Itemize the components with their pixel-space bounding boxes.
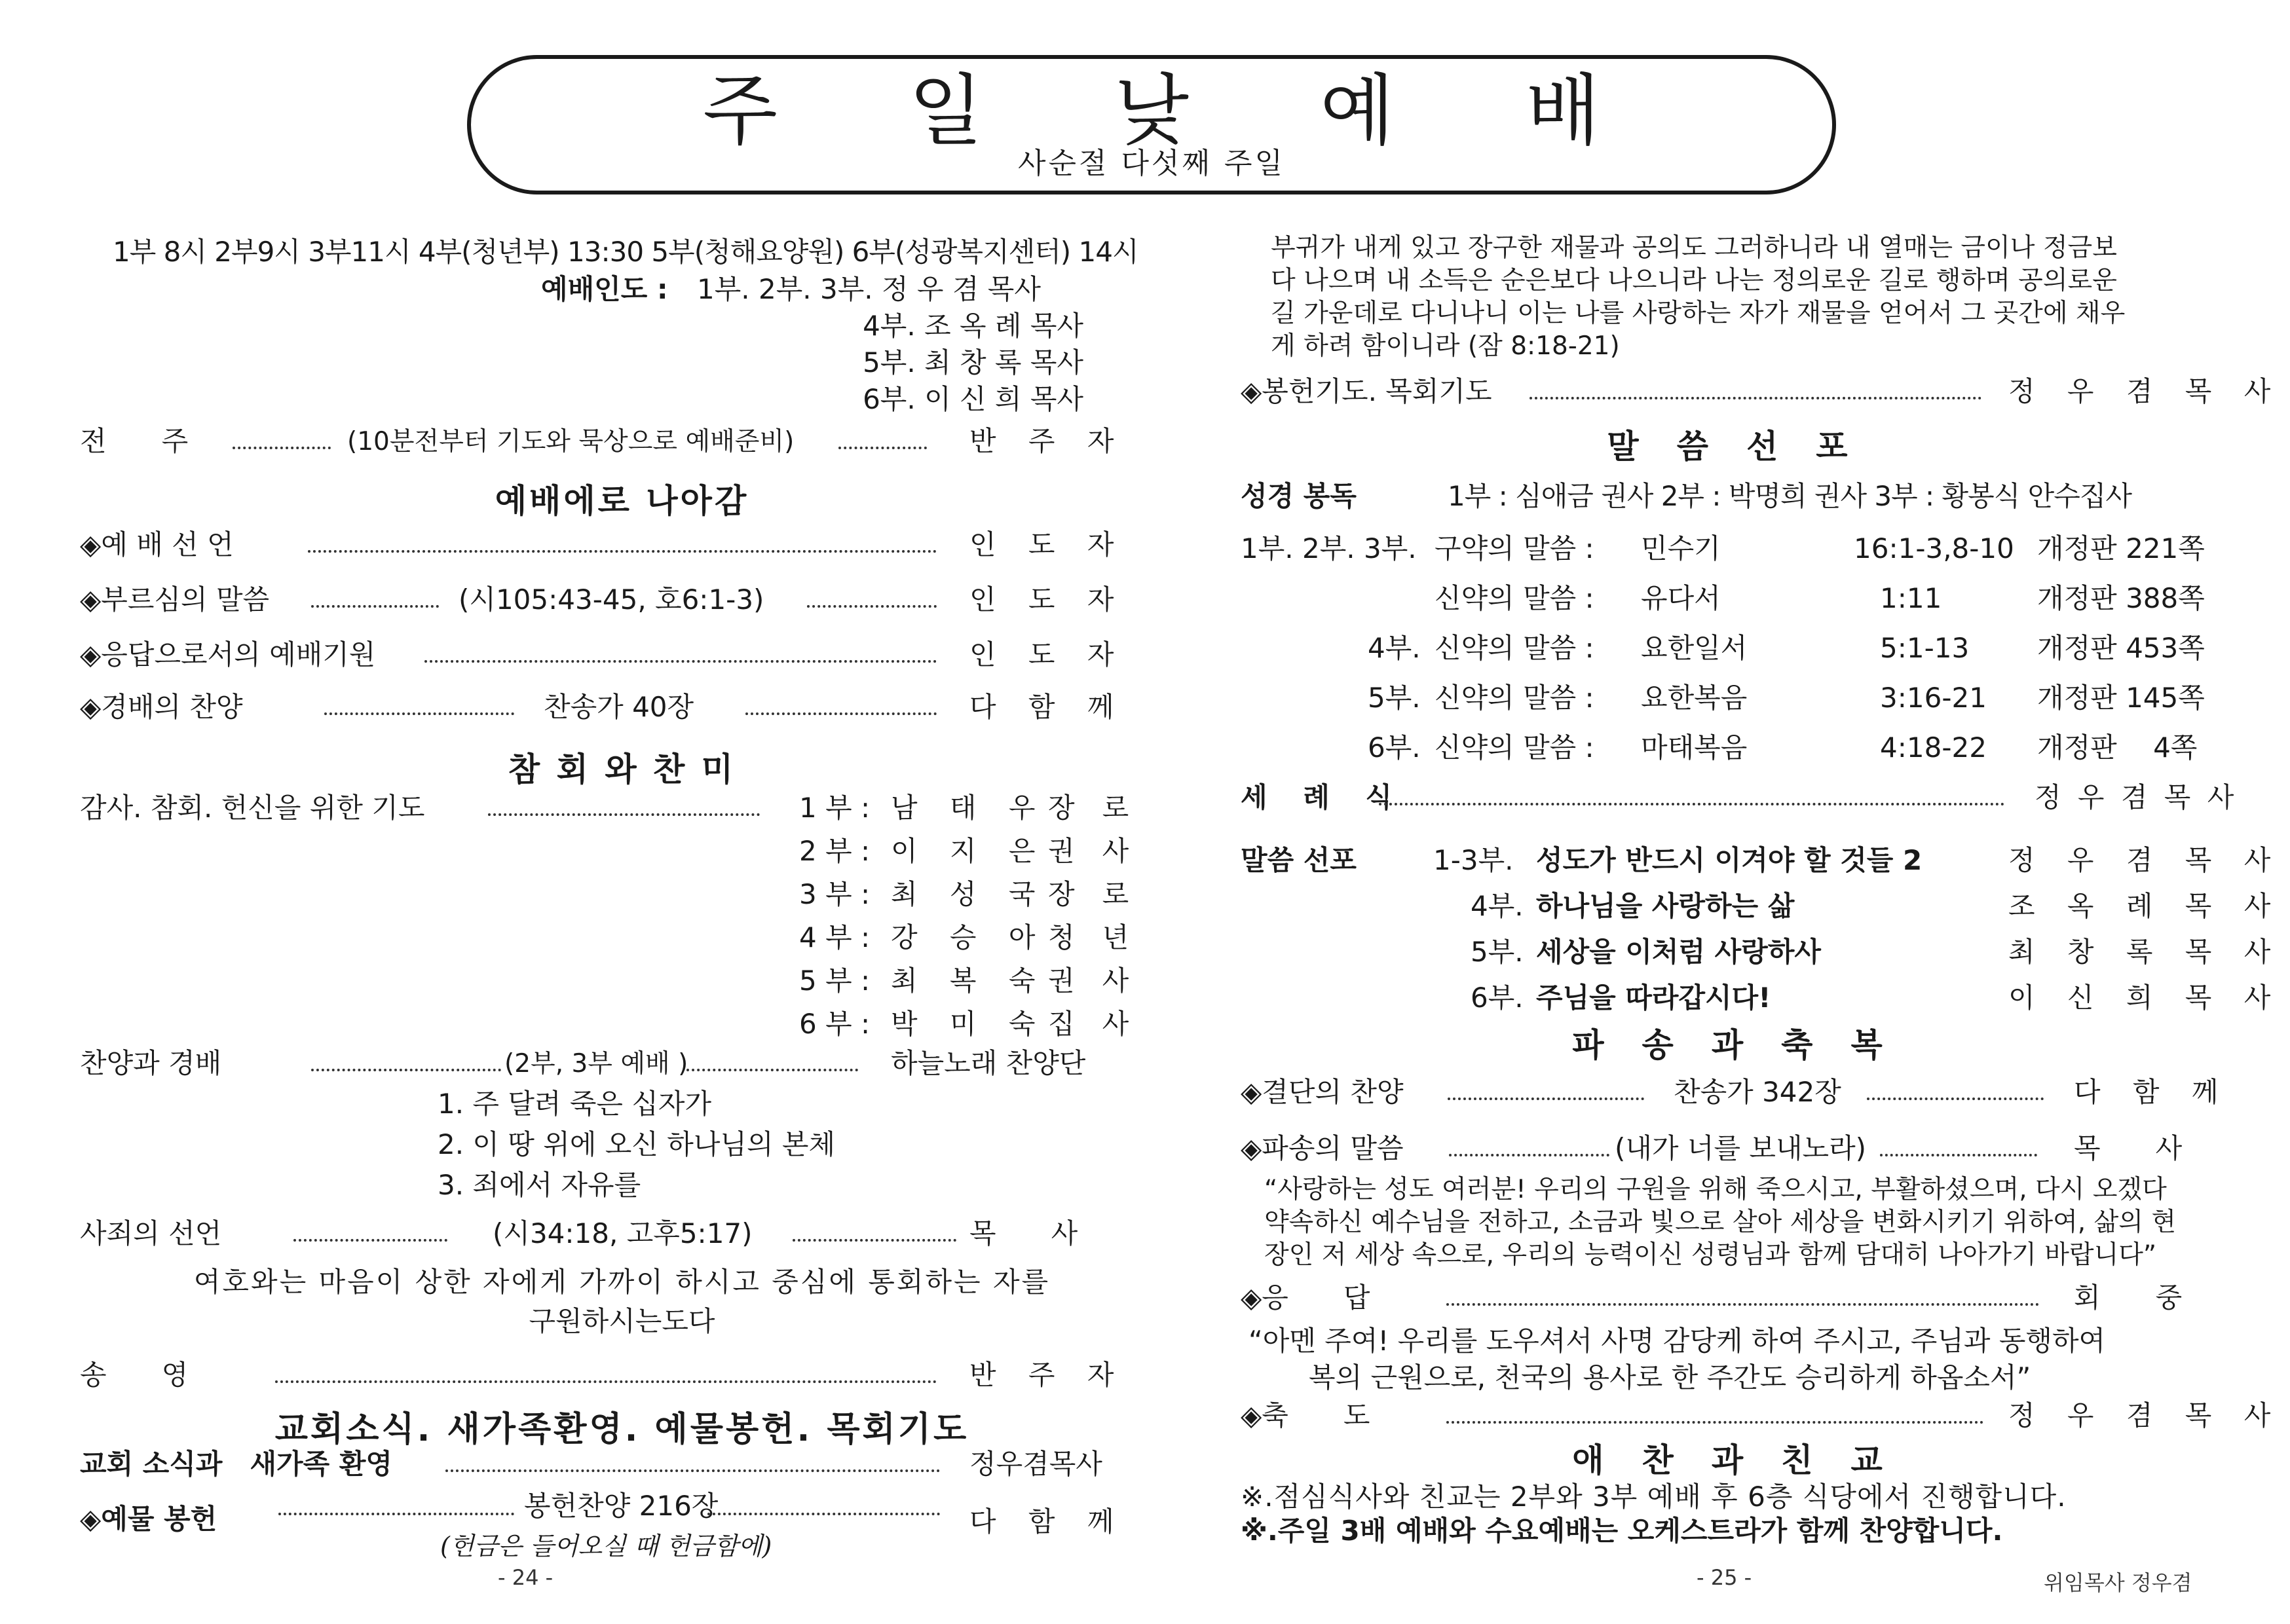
scripture-ref: 1:11: [1880, 582, 1942, 614]
sermon-title: 세상을 이처럼 사랑하사: [1536, 936, 1821, 968]
prayer-part: 3 부 :: [799, 878, 871, 910]
response-label: ◈응 답: [1241, 1282, 1370, 1314]
song-item: 3. 죄에서 자유를: [438, 1169, 641, 1201]
scripture-kind: 신약의 말씀 :: [1435, 632, 1594, 664]
sermon-who: 이 신 희 목 사: [2008, 982, 2283, 1014]
leader-dots: [488, 813, 760, 816]
prayer-name: 이 지 은: [891, 835, 1047, 867]
prayer-name: 최 성 국: [891, 878, 1047, 910]
prayer-part: 4 부 :: [799, 921, 871, 953]
notice-line: ※.점심식사와 친교는 2부와 3부 예배 후 6층 식당에서 진행합니다.: [1241, 1481, 2067, 1513]
prayer-name: 강 승 아: [891, 921, 1047, 953]
sending-label: ◈파송의 말씀: [1241, 1132, 1404, 1164]
order-item-label: ◈예 배 선 언: [80, 528, 234, 561]
sermon-title: 주님을 따라갑시다!: [1536, 982, 1771, 1014]
blessing-who: 정 우 겸 목 사: [2008, 1399, 2283, 1431]
offering-label: ◈예물 봉헌: [80, 1503, 217, 1535]
verse-line: 길 가운데로 다니나니 이는 나를 사랑하는 자가 재물을 얻어서 그 곳간에 채우: [1271, 299, 2126, 328]
section-heading: 파 송 과 축 복: [1572, 1026, 1885, 1064]
title-banner: [467, 55, 1836, 194]
sending-line: “사랑하는 성도 여러분! 우리의 구원을 위해 죽으시고, 부활하셨으며, 다시 오겠다: [1264, 1175, 2167, 1204]
praise-detail: (2부, 3부 예배 ): [504, 1049, 688, 1079]
leader-dots: [793, 1239, 956, 1242]
notice-line: ※.주일 3배 예배와 수요예배는 오케스트라가 함께 찬양합니다.: [1241, 1515, 2003, 1547]
absolution-text: 여호와는 마음이 상한 자에게 가까이 하시고 중심에 통회하는 자를: [193, 1266, 1051, 1298]
leader-dots: [233, 447, 331, 449]
section-heading: 참 회 와 찬 미: [508, 750, 736, 788]
baptism-who: 정 우 겸 목 사: [2035, 781, 2238, 813]
absolution-who: 목 사: [969, 1217, 1078, 1249]
absolution-label: 사죄의 선언: [80, 1217, 222, 1249]
news-who: 정우겸목사: [969, 1448, 1102, 1480]
leader-dots: [424, 660, 937, 663]
news-label: 교회 소식과 새가족 환영: [80, 1448, 392, 1480]
scripture-page: 개정판 453쪽: [2037, 632, 2205, 664]
scripture-book: 요한복음: [1641, 682, 1748, 714]
leader-dots: [324, 712, 514, 715]
sending-line: 장인 저 세상 속으로, 우리의 능력이신 성령님과 함께 담대히 나아가기 바랍니다”: [1264, 1240, 2157, 1270]
leader-dots: [686, 1069, 858, 1071]
hymn-label: ◈결단의 찬양: [1241, 1076, 1404, 1108]
scripture-ref: 4:18-22: [1880, 731, 1987, 764]
sermon-who: 정 우 겸 목 사: [2008, 844, 2283, 876]
sermon-part: 4부.: [1471, 890, 1524, 922]
prayer-name: 박 미 숙: [891, 1008, 1047, 1040]
leader-dots: [1379, 803, 2004, 805]
order-item-label: ◈응답으로서의 예배기원: [80, 638, 376, 671]
scripture-part: 4부.: [1368, 632, 1421, 664]
prelude-who: 반 주 자: [969, 425, 1126, 457]
leaders-label: 예배인도 :: [541, 273, 668, 305]
order-item-who: 인 도 자: [969, 583, 1126, 616]
order-item-detail: 찬송가 40장: [544, 691, 694, 723]
prayer-title: 청 년: [1048, 921, 1129, 953]
order-item-who: 다 함 께: [969, 691, 1126, 723]
sermon-title: 하나님을 사랑하는 삶: [1536, 890, 1795, 922]
page-number: - 24 -: [498, 1565, 554, 1590]
verse-line: 다 나으며 내 소득은 순은보다 나으니라 나는 정의로운 길로 행하며 공의로운: [1271, 266, 2117, 295]
sermon-title: 성도가 반드시 이겨야 할 것들 2: [1536, 844, 1923, 876]
scripture-part: 1부. 2부. 3부.: [1241, 532, 1417, 564]
leader-dots: [1880, 1154, 2037, 1156]
prayer-name: 최 복 숙: [891, 965, 1047, 997]
section-heading: 예배에로 나아감: [495, 482, 749, 520]
doxology-label: 송 영: [80, 1359, 189, 1391]
leader-dots: [278, 1513, 514, 1515]
praise-label: 찬양과 경배: [80, 1047, 222, 1079]
absolution-text: 구원하시는도다: [529, 1305, 715, 1337]
scripture-kind: 신약의 말씀 :: [1435, 682, 1594, 714]
doxology-who: 반 주 자: [969, 1359, 1126, 1391]
sending-detail: (내가 너를 보내노라): [1615, 1132, 1867, 1164]
scripture-page: 개정판 388쪽: [2037, 582, 2205, 614]
page-title: 주일낮예배: [703, 68, 1731, 155]
scripture-part: 5부.: [1368, 682, 1421, 714]
scripture-book: 요한일서: [1641, 632, 1748, 664]
leader-dots: [1446, 1421, 1983, 1424]
leader-dots: [1867, 1098, 2044, 1100]
page-subtitle: 사순절 다섯째 주일: [1017, 147, 1285, 180]
leader-dots: [1446, 1303, 2039, 1306]
scripture-ref: 5:1-13: [1880, 632, 1970, 664]
sermon-who: 조 옥 례 목 사: [2008, 890, 2283, 922]
sermon-part: 6부.: [1471, 982, 1524, 1014]
order-item-who: 인 도 자: [969, 528, 1126, 561]
prayer-label: 감사. 참회. 헌신을 위한 기도: [80, 792, 425, 824]
prayer-part: 2 부 :: [799, 835, 871, 867]
prayer-title: 장 로: [1048, 878, 1129, 910]
prelude-detail: (10분전부터 기도와 묵상으로 예배준비): [347, 427, 795, 456]
response-line: 복의 근원으로, 천국의 용사로 한 주간도 승리하게 하옵소서”: [1309, 1361, 2031, 1393]
offering-prayer-label: ◈봉헌기도. 목회기도: [1241, 375, 1492, 407]
sermon-part: 1-3부.: [1433, 844, 1514, 876]
scripture-ref: 16:1-3,8-10: [1854, 532, 2014, 564]
scripture-page: 개정판 4쪽: [2037, 731, 2198, 764]
prayer-part: 1 부 :: [799, 792, 871, 824]
hymn-who: 다 함 께: [2074, 1076, 2230, 1108]
leader-line: 5부. 최 창 록 목사: [863, 346, 1083, 378]
scripture-page: 개정판 145쪽: [2037, 682, 2205, 714]
scripture-part: 6부.: [1368, 731, 1421, 764]
page-number: - 25 -: [1697, 1565, 1752, 1590]
order-item-label: ◈부르심의 말씀: [80, 583, 270, 616]
leader-dots: [1530, 397, 1981, 399]
sermon-who: 최 창 록 목 사: [2008, 936, 2283, 968]
scripture-book: 민수기: [1641, 532, 1721, 564]
scripture-ref: 3:16-21: [1880, 682, 1987, 714]
response-line: “아멘 주여! 우리를 도우셔서 사명 감당케 하여 주시고, 주님과 동행하여: [1248, 1325, 2106, 1357]
absolution-detail: (시34:18, 고후5:17): [493, 1217, 753, 1249]
prayer-title: 집 사: [1048, 1008, 1129, 1040]
scripture-kind: 구약의 말씀 :: [1435, 532, 1594, 564]
sermon-part: 5부.: [1471, 936, 1524, 968]
sending-line: 약속하신 예수님을 전하고, 소금과 빛으로 살아 세상을 변화시키기 위하여, 삶의 현: [1264, 1208, 2177, 1237]
verse-line: 부귀가 내게 있고 장구한 재물과 공의도 그러하니라 내 열매는 금이나 정금보: [1271, 233, 2117, 263]
verse-line: 게 하려 함이니라 (잠 8:18-21): [1271, 331, 1620, 361]
prayer-part: 5 부 :: [799, 965, 871, 997]
section-heading: 애 찬 과 친 교: [1572, 1441, 1885, 1479]
offering-note: (헌금은 들어오실 때 헌금함에): [440, 1532, 772, 1560]
offering-who: 다 함 께: [969, 1505, 1126, 1538]
leader-dots: [445, 1469, 940, 1472]
leader-dots: [308, 550, 937, 553]
leader-dots: [838, 447, 927, 449]
sending-who: 목 사: [2074, 1132, 2183, 1164]
leader-dots: [293, 1239, 447, 1242]
section-heading: 말 씀 선 포: [1607, 428, 1850, 466]
leader-line: 1부. 2부. 3부. 정 우 겸 목사: [697, 273, 1041, 305]
prayer-title: 장 로: [1048, 792, 1129, 824]
praise-who: 하늘노래 찬양단: [891, 1047, 1086, 1079]
section-heading: 교회소식. 새가족환영. 예물봉헌. 목회기도: [274, 1410, 969, 1449]
leader-dots: [275, 1380, 937, 1383]
prayer-title: 권 사: [1048, 835, 1129, 867]
leader-line: 4부. 조 옥 례 목사: [863, 310, 1083, 342]
service-schedule: 1부 8시 2부9시 3부11시 4부(청년부) 13:30 5부(청해요양원) 6부(성광복지센터) 14시: [113, 236, 1138, 268]
scripture-book: 마태복음: [1641, 731, 1748, 764]
leader-dots: [707, 1513, 940, 1515]
prayer-title: 권 사: [1048, 965, 1129, 997]
leader-dots: [807, 605, 937, 608]
leader-dots: [311, 1069, 501, 1071]
leader-dots: [1448, 1098, 1644, 1100]
baptism-label: 세 례 식: [1241, 781, 1405, 813]
song-item: 1. 주 달려 죽은 십자가: [438, 1088, 712, 1120]
scripture-kind: 신약의 말씀 :: [1435, 582, 1594, 614]
scripture-page: 개정판 221쪽: [2037, 532, 2205, 564]
scripture-book: 유다서: [1641, 582, 1721, 614]
hymn-detail: 찬송가 342장: [1674, 1076, 1841, 1108]
prayer-name: 남 태 우: [891, 792, 1047, 824]
leader-dots: [745, 712, 937, 715]
offering-prayer-who: 정 우 겸 목 사: [2008, 375, 2283, 407]
blessing-label: ◈축 도: [1241, 1399, 1370, 1431]
sermon-label: 말씀 선포: [1241, 844, 1357, 876]
prelude-label: 전 주: [80, 425, 189, 457]
response-who: 회 중: [2074, 1282, 2183, 1314]
order-item-who: 인 도 자: [969, 638, 1126, 671]
offering-detail: 봉헌찬양 216장: [524, 1490, 719, 1522]
leader-line: 6부. 이 신 희 목사: [863, 383, 1083, 415]
pastor-signature: 위임목사 정우겸: [2044, 1570, 2192, 1595]
order-item-label: ◈경배의 찬양: [80, 691, 243, 723]
scripture-kind: 신약의 말씀 :: [1435, 731, 1594, 764]
song-item: 2. 이 땅 위에 오신 하나님의 본체: [438, 1128, 836, 1160]
prayer-part: 6 부 :: [799, 1008, 871, 1040]
order-item-detail: (시105:43-45, 호6:1-3): [459, 583, 764, 616]
leader-dots: [1449, 1154, 1609, 1156]
reading-label: 성경 봉독: [1241, 480, 1357, 512]
leader-dots: [311, 605, 439, 608]
reading-parts: 1부 : 심애금 권사 2부 : 박명희 권사 3부 : 황봉식 안수집사: [1448, 480, 2131, 512]
